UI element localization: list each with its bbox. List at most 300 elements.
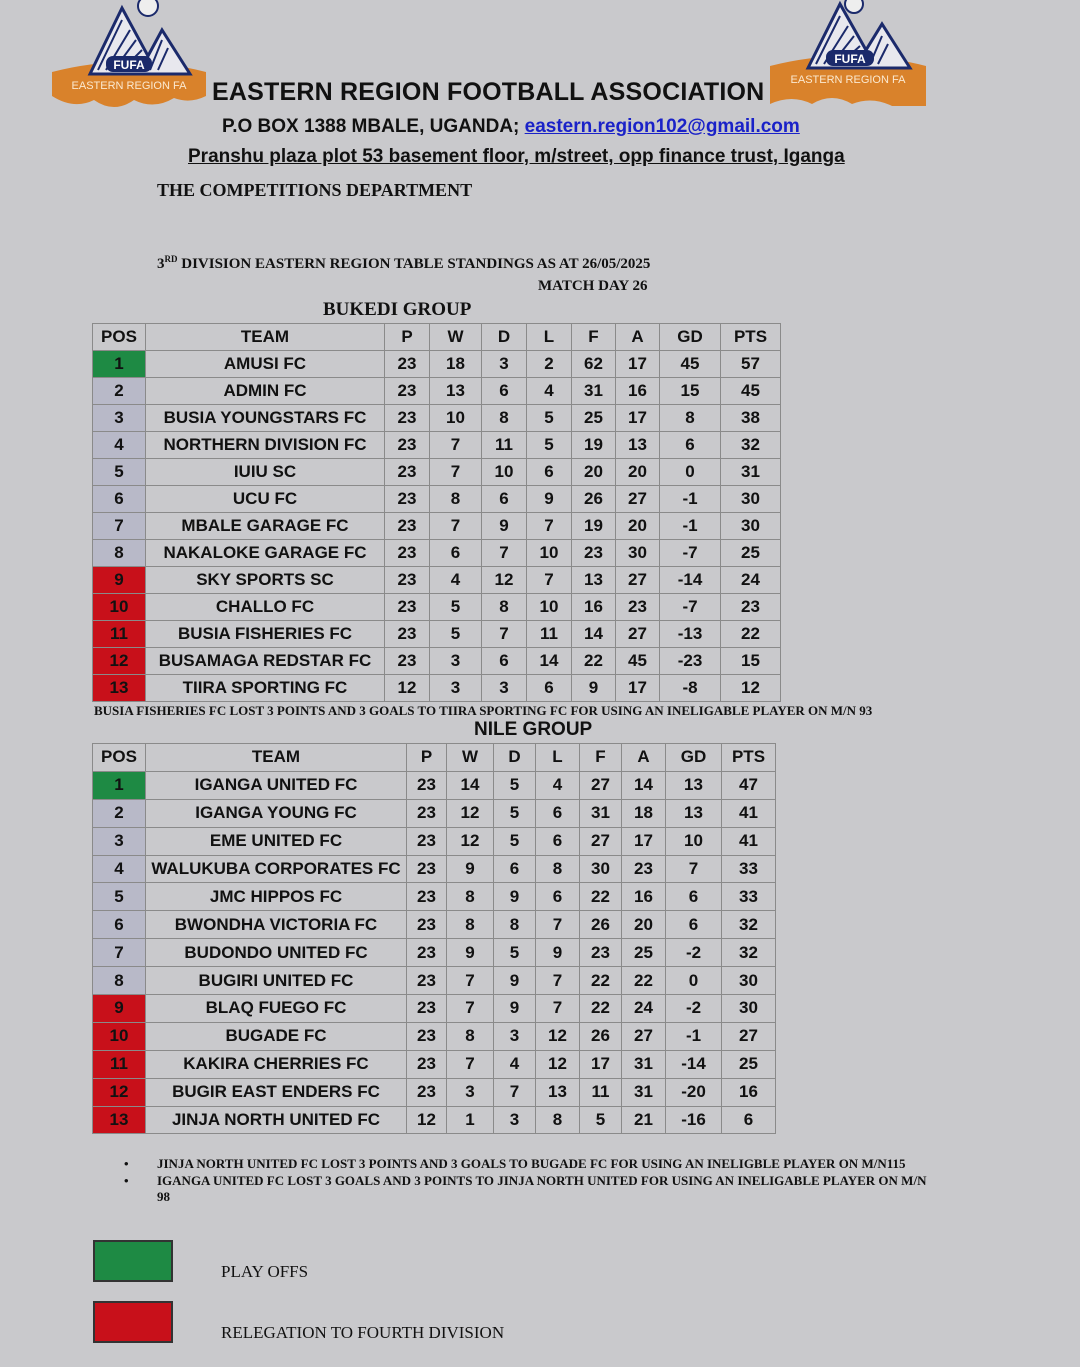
- cell-pts: 57: [721, 351, 781, 378]
- cell-p: 23: [385, 594, 430, 621]
- cell-a: 17: [616, 351, 660, 378]
- table-row: [93, 540, 781, 567]
- cell-pts: 30: [721, 513, 781, 540]
- cell-pos: 7: [93, 513, 146, 540]
- table-row: [93, 1022, 776, 1050]
- cell-w: 12: [447, 827, 494, 855]
- relegation-legend-swatch: [93, 1301, 173, 1343]
- table-row: [93, 771, 776, 799]
- cell-f: 23: [580, 939, 622, 967]
- cell-p: 23: [407, 855, 447, 883]
- cell-w: 5: [430, 621, 482, 648]
- cell-team: SKY SPORTS SC: [146, 567, 385, 594]
- cell-team: KAKIRA CHERRIES FC: [146, 1050, 407, 1078]
- cell-team: BUSAMAGA REDSTAR FC: [146, 648, 385, 675]
- cell-f: 30: [580, 855, 622, 883]
- column-header-f: F: [580, 744, 622, 772]
- cell-p: 23: [407, 883, 447, 911]
- cell-pos: 2: [93, 378, 146, 405]
- table-row: [93, 1050, 776, 1078]
- cell-pos: 8: [93, 540, 146, 567]
- fufa-eastern-region-logo-right: [768, 0, 928, 110]
- cell-l: 5: [527, 405, 572, 432]
- table-row: [93, 883, 776, 911]
- division-ordinal-suffix: RD: [164, 254, 178, 264]
- column-header-team: TEAM: [146, 324, 385, 351]
- cell-team: MBALE GARAGE FC: [146, 513, 385, 540]
- nile-group-title: NILE GROUP: [474, 719, 593, 740]
- column-header-pos: POS: [93, 744, 146, 772]
- cell-w: 3: [430, 675, 482, 702]
- cell-team: BUSIA YOUNGSTARS FC: [146, 405, 385, 432]
- cell-pos: 13: [93, 675, 146, 702]
- cell-gd: 0: [660, 459, 721, 486]
- cell-p: 23: [385, 378, 430, 405]
- cell-l: 4: [536, 771, 580, 799]
- cell-pos: 5: [93, 883, 146, 911]
- table-header-row: [93, 324, 781, 351]
- cell-pts: 24: [721, 567, 781, 594]
- cell-pts: 27: [722, 1022, 776, 1050]
- column-header-a: A: [622, 744, 666, 772]
- cell-f: 13: [572, 567, 616, 594]
- cell-l: 7: [536, 967, 580, 995]
- cell-l: 12: [536, 1050, 580, 1078]
- cell-pos: 7: [93, 939, 146, 967]
- table-row: [93, 351, 781, 378]
- cell-p: 23: [407, 911, 447, 939]
- cell-l: 8: [536, 1106, 580, 1134]
- table-row: [93, 1078, 776, 1106]
- cell-d: 3: [494, 1106, 536, 1134]
- cell-f: 19: [572, 513, 616, 540]
- cell-pts: 25: [721, 540, 781, 567]
- match-day: MATCH DAY 26: [538, 278, 648, 294]
- cell-d: 9: [494, 967, 536, 995]
- cell-a: 13: [616, 432, 660, 459]
- cell-a: 45: [616, 648, 660, 675]
- cell-a: 23: [622, 855, 666, 883]
- table-row: [93, 799, 776, 827]
- cell-team: BUGIR EAST ENDERS FC: [146, 1078, 407, 1106]
- cell-d: 6: [482, 648, 527, 675]
- cell-gd: -2: [666, 995, 722, 1023]
- cell-d: 9: [494, 995, 536, 1023]
- cell-p: 23: [407, 967, 447, 995]
- cell-f: 22: [580, 967, 622, 995]
- table-row: [93, 855, 776, 883]
- plaza-address: Pranshu plaza plot 53 basement floor, m/street, opp finance trust, Iganga: [188, 146, 845, 167]
- table-row: [93, 967, 776, 995]
- cell-gd: -16: [666, 1106, 722, 1134]
- cell-d: 5: [494, 799, 536, 827]
- cell-a: 23: [616, 594, 660, 621]
- table-row: [93, 827, 776, 855]
- column-header-d: D: [494, 744, 536, 772]
- cell-d: 6: [482, 486, 527, 513]
- cell-f: 20: [572, 459, 616, 486]
- cell-w: 1: [447, 1106, 494, 1134]
- cell-w: 13: [430, 378, 482, 405]
- cell-p: 23: [407, 1078, 447, 1106]
- department-title: THE COMPETITIONS DEPARTMENT: [157, 180, 473, 200]
- cell-a: 27: [616, 486, 660, 513]
- table-row: [93, 405, 781, 432]
- cell-p: 23: [385, 567, 430, 594]
- cell-pos: 12: [93, 648, 146, 675]
- cell-gd: 6: [666, 883, 722, 911]
- cell-d: 10: [482, 459, 527, 486]
- cell-pts: 41: [722, 799, 776, 827]
- cell-gd: 8: [660, 405, 721, 432]
- cell-f: 26: [572, 486, 616, 513]
- table-row: [93, 911, 776, 939]
- cell-p: 12: [407, 1106, 447, 1134]
- cell-w: 6: [430, 540, 482, 567]
- cell-w: 8: [447, 1022, 494, 1050]
- cell-team: BUDONDO UNITED FC: [146, 939, 407, 967]
- cell-gd: -7: [660, 594, 721, 621]
- org-title: EASTERN REGION FOOTBALL ASSOCIATION: [212, 78, 765, 106]
- logo-fufa-text: FUFA: [834, 52, 866, 66]
- cell-a: 31: [622, 1050, 666, 1078]
- cell-gd: -13: [660, 621, 721, 648]
- cell-pts: 31: [721, 459, 781, 486]
- column-header-gd: GD: [666, 744, 722, 772]
- cell-pos: 11: [93, 1050, 146, 1078]
- bukedi-group-title: BUKEDI GROUP: [323, 299, 472, 320]
- cell-gd: -14: [660, 567, 721, 594]
- logo-fufa-text: FUFA: [113, 58, 145, 72]
- cell-l: 10: [527, 540, 572, 567]
- column-header-team: TEAM: [146, 744, 407, 772]
- cell-f: 16: [572, 594, 616, 621]
- column-header-d: D: [482, 324, 527, 351]
- cell-l: 7: [536, 995, 580, 1023]
- cell-w: 7: [447, 995, 494, 1023]
- cell-d: 7: [482, 621, 527, 648]
- table-row: [93, 432, 781, 459]
- cell-w: 3: [430, 648, 482, 675]
- cell-f: 9: [572, 675, 616, 702]
- fufa-eastern-region-logo-left: [50, 0, 208, 115]
- cell-p: 23: [385, 459, 430, 486]
- cell-d: 3: [482, 675, 527, 702]
- cell-w: 8: [430, 486, 482, 513]
- cell-d: 5: [494, 939, 536, 967]
- cell-f: 22: [572, 648, 616, 675]
- cell-l: 6: [536, 883, 580, 911]
- cell-team: BLAQ FUEGO FC: [146, 995, 407, 1023]
- cell-team: BUGADE FC: [146, 1022, 407, 1050]
- table-row: [93, 378, 781, 405]
- cell-team: IUIU SC: [146, 459, 385, 486]
- cell-d: 4: [494, 1050, 536, 1078]
- cell-p: 23: [385, 513, 430, 540]
- cell-d: 9: [482, 513, 527, 540]
- cell-a: 30: [616, 540, 660, 567]
- column-header-pts: PTS: [721, 324, 781, 351]
- cell-gd: -2: [666, 939, 722, 967]
- cell-f: 19: [572, 432, 616, 459]
- cell-l: 8: [536, 855, 580, 883]
- cell-pos: 1: [93, 351, 146, 378]
- cell-p: 23: [407, 1022, 447, 1050]
- cell-gd: 13: [666, 799, 722, 827]
- cell-w: 7: [430, 432, 482, 459]
- cell-f: 26: [580, 1022, 622, 1050]
- logo-region-text: EASTERN REGION FA: [790, 74, 906, 86]
- cell-w: 7: [430, 459, 482, 486]
- cell-a: 14: [622, 771, 666, 799]
- nile-standings-table: [92, 743, 776, 1134]
- cell-pos: 4: [93, 432, 146, 459]
- cell-a: 21: [622, 1106, 666, 1134]
- cell-gd: 13: [666, 771, 722, 799]
- cell-pts: 23: [721, 594, 781, 621]
- cell-a: 27: [616, 621, 660, 648]
- cell-w: 9: [447, 939, 494, 967]
- cell-d: 7: [494, 1078, 536, 1106]
- cell-pts: 38: [721, 405, 781, 432]
- cell-team: JMC HIPPOS FC: [146, 883, 407, 911]
- cell-team: NORTHERN DIVISION FC: [146, 432, 385, 459]
- table-row: [93, 939, 776, 967]
- cell-gd: -23: [660, 648, 721, 675]
- cell-gd: -20: [666, 1078, 722, 1106]
- cell-gd: 6: [660, 432, 721, 459]
- cell-pos: 3: [93, 827, 146, 855]
- cell-f: 22: [580, 995, 622, 1023]
- column-header-p: P: [385, 324, 430, 351]
- cell-a: 22: [622, 967, 666, 995]
- cell-p: 23: [407, 1050, 447, 1078]
- cell-pts: 32: [721, 432, 781, 459]
- cell-pos: 12: [93, 1078, 146, 1106]
- cell-gd: 6: [666, 911, 722, 939]
- table-header-row: [93, 744, 776, 772]
- cell-team: NAKALOKE GARAGE FC: [146, 540, 385, 567]
- cell-team: WALUKUBA CORPORATES FC: [146, 855, 407, 883]
- table-row: [93, 594, 781, 621]
- cell-pos: 9: [93, 995, 146, 1023]
- cell-pts: 45: [721, 378, 781, 405]
- cell-pts: 30: [721, 486, 781, 513]
- cell-w: 14: [447, 771, 494, 799]
- cell-pts: 30: [722, 967, 776, 995]
- cell-gd: 45: [660, 351, 721, 378]
- cell-w: 7: [430, 513, 482, 540]
- cell-f: 31: [572, 378, 616, 405]
- cell-pts: 33: [722, 855, 776, 883]
- cell-gd: -14: [666, 1050, 722, 1078]
- cell-p: 23: [407, 771, 447, 799]
- cell-team: JINJA NORTH UNITED FC: [146, 1106, 407, 1134]
- logo-region-text: EASTERN REGION FA: [71, 80, 187, 92]
- cell-pts: 25: [722, 1050, 776, 1078]
- cell-pos: 6: [93, 486, 146, 513]
- cell-gd: 15: [660, 378, 721, 405]
- table-row: [93, 648, 781, 675]
- cell-pts: 32: [722, 911, 776, 939]
- standings-title: [157, 254, 650, 273]
- note-text: IGANGA UNITED FC LOST 3 GOALS AND 3 POINTS TO JINJA NORTH UNITED FOR USING AN INELIGABLE PLAYER ON M/N 98: [157, 1173, 927, 1204]
- cell-a: 20: [622, 911, 666, 939]
- cell-pos: 11: [93, 621, 146, 648]
- cell-f: 23: [572, 540, 616, 567]
- cell-p: 23: [385, 432, 430, 459]
- cell-w: 4: [430, 567, 482, 594]
- cell-l: 7: [527, 567, 572, 594]
- cell-w: 18: [430, 351, 482, 378]
- cell-a: 20: [616, 513, 660, 540]
- cell-p: 23: [407, 995, 447, 1023]
- cell-l: 11: [527, 621, 572, 648]
- cell-pos: 13: [93, 1106, 146, 1134]
- cell-a: 20: [616, 459, 660, 486]
- cell-f: 25: [572, 405, 616, 432]
- cell-l: 13: [536, 1078, 580, 1106]
- cell-f: 22: [580, 883, 622, 911]
- column-header-w: W: [447, 744, 494, 772]
- table-row: [93, 675, 781, 702]
- cell-l: 5: [527, 432, 572, 459]
- cell-team: TIIRA SPORTING FC: [146, 675, 385, 702]
- cell-gd: -8: [660, 675, 721, 702]
- cell-d: 6: [494, 855, 536, 883]
- nile-notes: [120, 1156, 930, 1206]
- table-row: [93, 567, 781, 594]
- table-row: [93, 1106, 776, 1134]
- cell-team: EME UNITED FC: [146, 827, 407, 855]
- cell-l: 7: [536, 911, 580, 939]
- cell-d: 8: [494, 911, 536, 939]
- column-header-l: L: [527, 324, 572, 351]
- cell-l: 6: [527, 675, 572, 702]
- playoff-legend-swatch: [93, 1240, 173, 1282]
- cell-a: 16: [616, 378, 660, 405]
- cell-d: 8: [482, 405, 527, 432]
- cell-gd: -7: [660, 540, 721, 567]
- cell-p: 23: [385, 621, 430, 648]
- cell-p: 12: [385, 675, 430, 702]
- cell-team: BWONDHA VICTORIA FC: [146, 911, 407, 939]
- cell-pts: 32: [722, 939, 776, 967]
- cell-d: 7: [482, 540, 527, 567]
- cell-l: 6: [536, 799, 580, 827]
- cell-l: 12: [536, 1022, 580, 1050]
- cell-a: 16: [622, 883, 666, 911]
- cell-team: IGANGA YOUNG FC: [146, 799, 407, 827]
- email-link[interactable]: eastern.region102@gmail.com: [524, 116, 800, 137]
- cell-l: 14: [527, 648, 572, 675]
- cell-a: 17: [622, 827, 666, 855]
- cell-gd: -1: [660, 513, 721, 540]
- cell-p: 23: [407, 827, 447, 855]
- table-row: [93, 513, 781, 540]
- column-header-f: F: [572, 324, 616, 351]
- cell-f: 27: [580, 827, 622, 855]
- cell-w: 5: [430, 594, 482, 621]
- cell-pts: 12: [721, 675, 781, 702]
- cell-p: 23: [385, 405, 430, 432]
- cell-a: 24: [622, 995, 666, 1023]
- address-line: [222, 116, 800, 138]
- cell-team: ADMIN FC: [146, 378, 385, 405]
- cell-gd: -1: [666, 1022, 722, 1050]
- cell-team: BUSIA FISHERIES FC: [146, 621, 385, 648]
- cell-d: 5: [494, 771, 536, 799]
- cell-d: 6: [482, 378, 527, 405]
- cell-f: 26: [580, 911, 622, 939]
- cell-p: 23: [385, 540, 430, 567]
- cell-a: 18: [622, 799, 666, 827]
- cell-pos: 10: [93, 1022, 146, 1050]
- column-header-p: P: [407, 744, 447, 772]
- bullet-icon: •: [124, 1173, 129, 1188]
- bukedi-standings-table: [92, 323, 781, 702]
- cell-l: 6: [527, 459, 572, 486]
- cell-w: 12: [447, 799, 494, 827]
- cell-w: 8: [447, 883, 494, 911]
- note-item: [120, 1156, 930, 1172]
- cell-l: 2: [527, 351, 572, 378]
- cell-pts: 22: [721, 621, 781, 648]
- cell-a: 17: [616, 405, 660, 432]
- cell-w: 10: [430, 405, 482, 432]
- cell-w: 8: [447, 911, 494, 939]
- cell-pos: 5: [93, 459, 146, 486]
- cell-gd: -1: [660, 486, 721, 513]
- po-box-text: P.O BOX 1388 MBALE, UGANDA;: [222, 116, 525, 137]
- cell-pts: 6: [722, 1106, 776, 1134]
- relegation-legend-label: RELEGATION TO FOURTH DIVISION: [221, 1323, 505, 1342]
- cell-p: 23: [385, 351, 430, 378]
- cell-pts: 41: [722, 827, 776, 855]
- cell-d: 12: [482, 567, 527, 594]
- cell-pts: 33: [722, 883, 776, 911]
- cell-d: 9: [494, 883, 536, 911]
- cell-pos: 6: [93, 911, 146, 939]
- column-header-pts: PTS: [722, 744, 776, 772]
- cell-f: 14: [572, 621, 616, 648]
- cell-team: AMUSI FC: [146, 351, 385, 378]
- cell-d: 3: [482, 351, 527, 378]
- cell-team: CHALLO FC: [146, 594, 385, 621]
- cell-f: 11: [580, 1078, 622, 1106]
- cell-p: 23: [407, 939, 447, 967]
- cell-pts: 47: [722, 771, 776, 799]
- cell-a: 31: [622, 1078, 666, 1106]
- table-row: [93, 486, 781, 513]
- cell-a: 27: [616, 567, 660, 594]
- cell-pos: 8: [93, 967, 146, 995]
- cell-d: 3: [494, 1022, 536, 1050]
- cell-pos: 10: [93, 594, 146, 621]
- column-header-pos: POS: [93, 324, 146, 351]
- cell-gd: 10: [666, 827, 722, 855]
- cell-p: 23: [407, 799, 447, 827]
- playoff-legend-label: PLAY OFFS: [221, 1262, 309, 1281]
- cell-f: 62: [572, 351, 616, 378]
- column-header-l: L: [536, 744, 580, 772]
- cell-l: 10: [527, 594, 572, 621]
- bullet-icon: •: [124, 1156, 129, 1171]
- cell-pos: 9: [93, 567, 146, 594]
- cell-p: 23: [385, 648, 430, 675]
- table-row: [93, 995, 776, 1023]
- division-ordinal: 3: [157, 256, 165, 272]
